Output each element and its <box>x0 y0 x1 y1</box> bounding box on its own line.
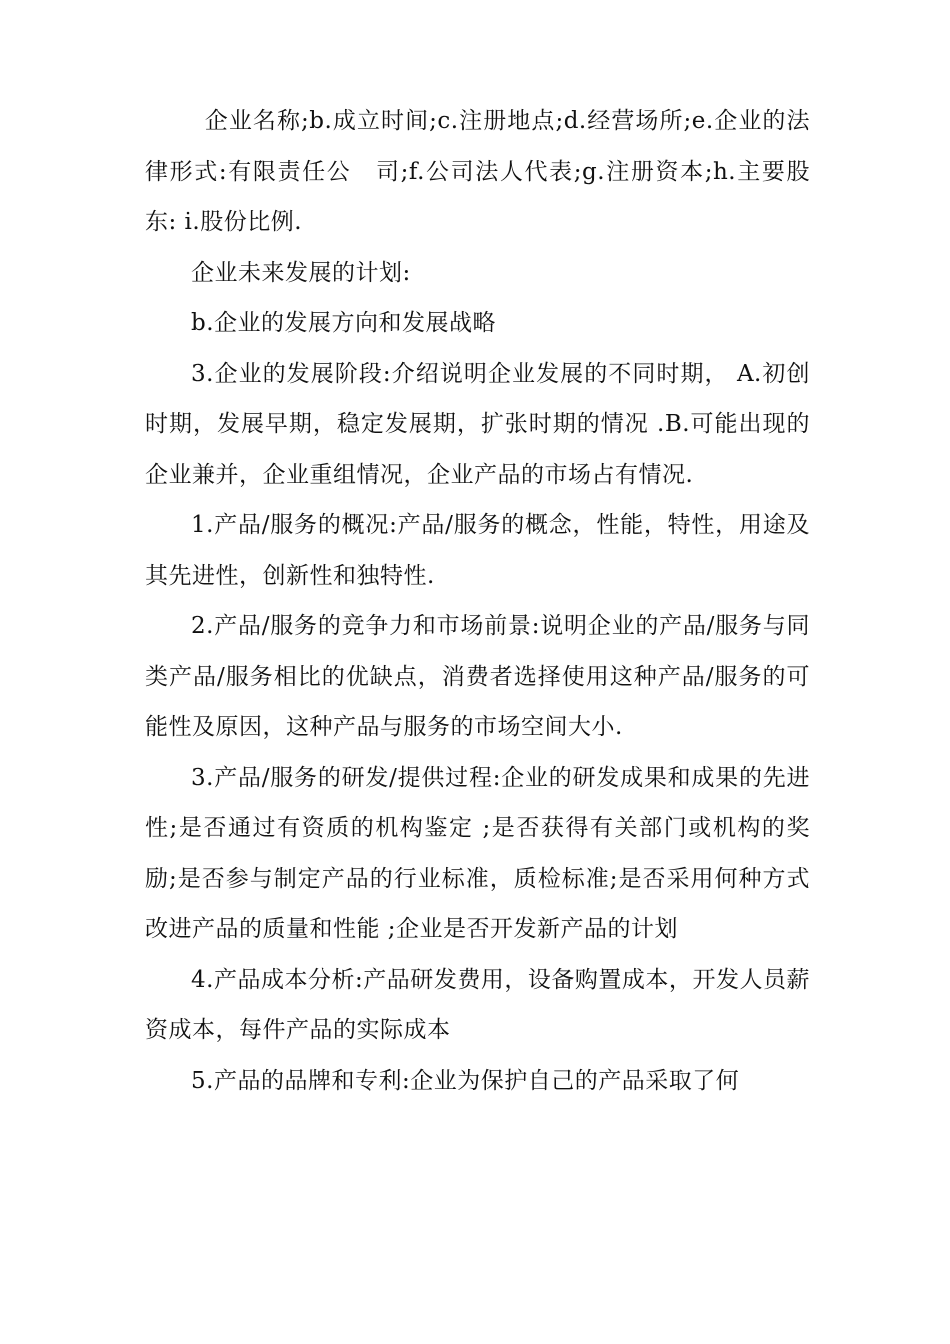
paragraph-development-stages: 3.企业的发展阶段:介绍说明企业发展的不同时期， A.初创时期，发展早期，稳定发展期，扩张时期的情况 .B.可能出现的企业兼并，企业重组情况，企业产品的市场占有情况. <box>145 360 810 488</box>
paragraph-cost-analysis: 4.产品成本分析:产品研发费用，设备购置成本，开发人员薪资成本，每件产品的实际成本 <box>145 966 810 1043</box>
paragraph-future-plan-heading: 企业未来发展的计划: <box>191 259 411 286</box>
document-body <box>145 96 810 1106</box>
paragraph-product-overview: 1.产品/服务的概况:产品/服务的概念，性能，特性，用途及其先进性，创新性和独特性. <box>145 512 810 589</box>
paragraph-brand-patent: 5.产品的品牌和专利:企业为保护自己的产品采取了何 <box>191 1067 740 1094</box>
paragraph-development-direction: b.企业的发展方向和发展战略 <box>191 310 497 336</box>
paragraph-product-competitiveness: 2.产品/服务的竞争力和市场前景:说明企业的产品/服务与同类产品/服务相比的优缺点，消费者选择使用这种产品/服务的可能性及原因，这种产品与服务的市场空间大小. <box>145 613 810 740</box>
paragraph-product-rnd: 3.产品/服务的研发/提供过程:企业的研发成果和成果的先进性;是否通过有资质的机构鉴定 ;是否获得有关部门或机构的奖励;是否参与制定产品的行业标准，质检标准;是否采用何种方式改进产品的质量和性能 ;企业是否开发新产品的计划 <box>145 764 810 942</box>
paragraph-company-info: 企业名称;b.成立时间;c.注册地点;d.经营场所;e.企业的法律形式:有限责任公 司;f.公司法人代表;g.注册资本;h.主要股东: i.股份比例. <box>145 108 810 235</box>
